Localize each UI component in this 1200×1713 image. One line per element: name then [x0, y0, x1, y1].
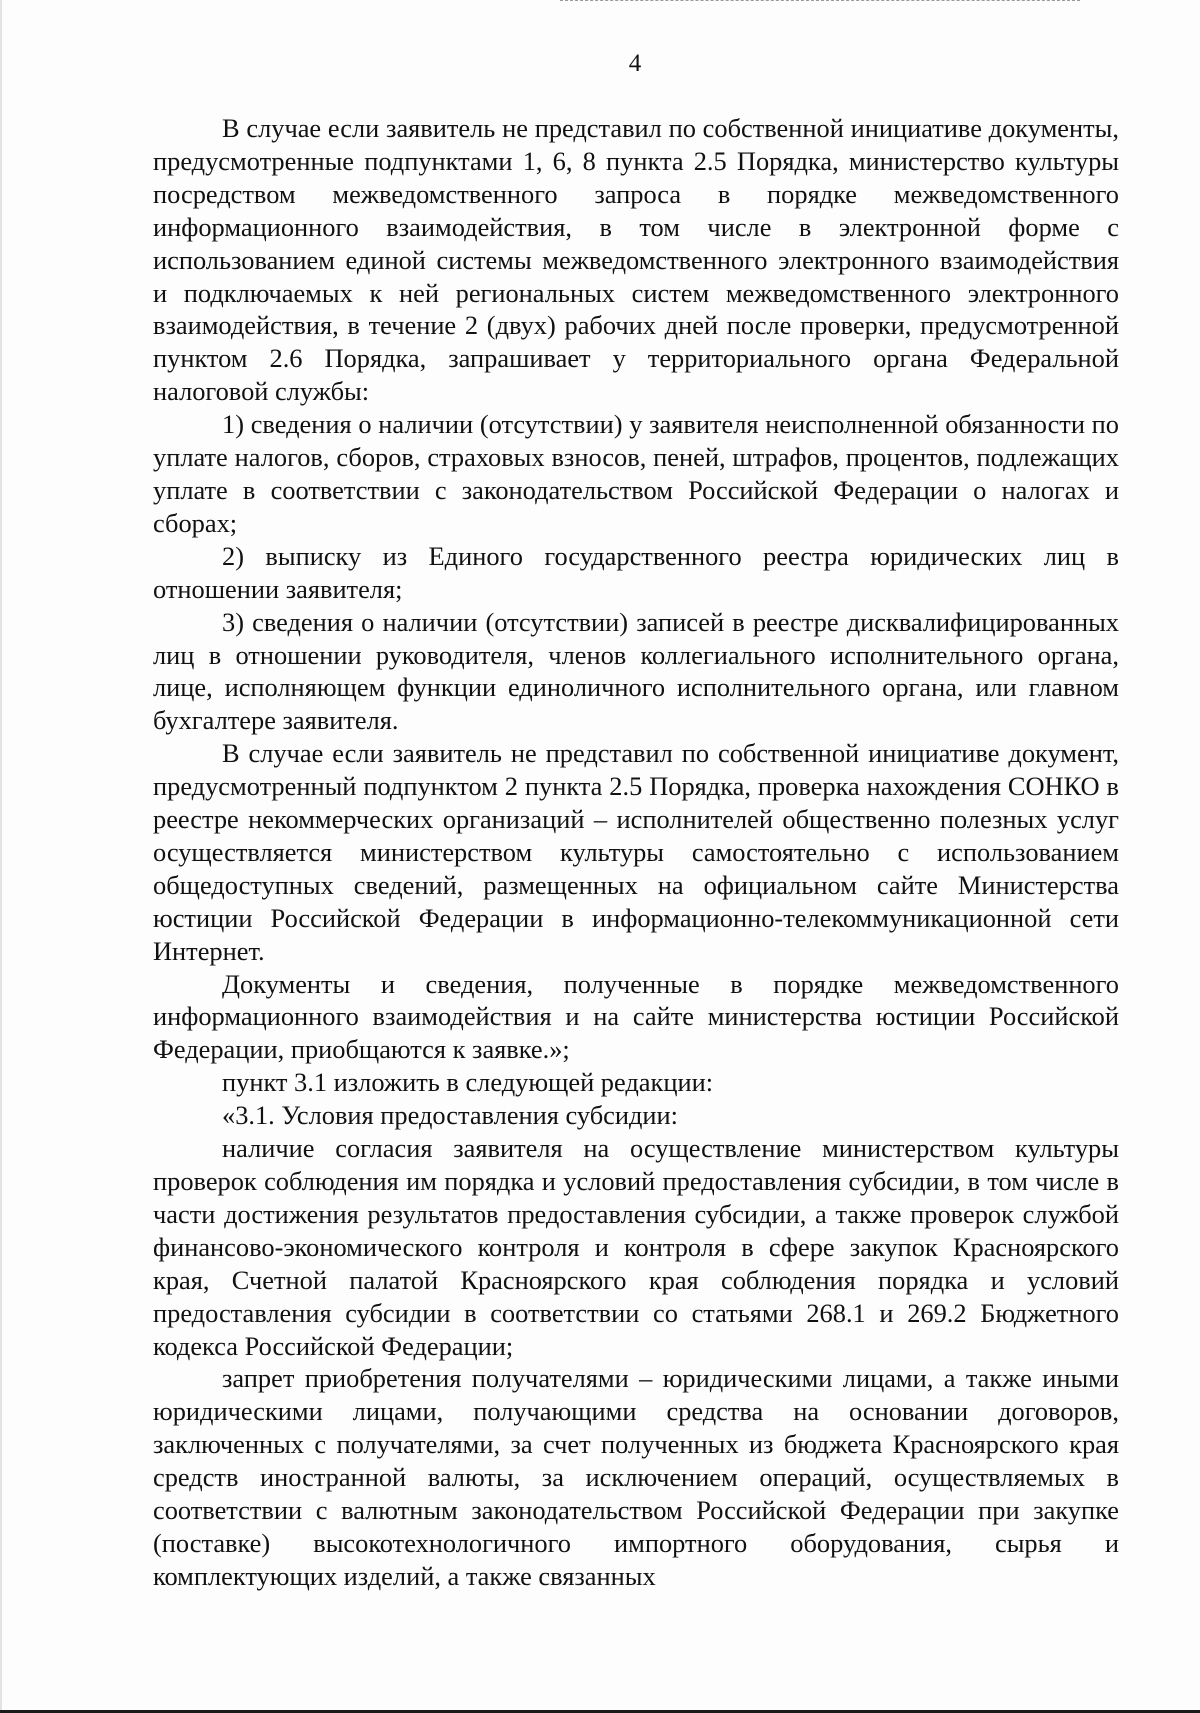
list-item-3-disqualified-registry: 3) сведения о наличии (отсутствии) записей в реестре дисквалифицированных лиц в отношении руководителя, членов коллегиального исполнительного органа, лице, исполняющем функции единоличного исполнительного органа, или главном бухгалтере заявителя.	[153, 606, 1119, 736]
paragraph-amend-3-1: пункт 3.1 изложить в следующей редакции:	[222, 1067, 714, 1098]
paragraph-consent-to-audits: наличие согласия заявителя на осуществление министерством культуры проверок соблюдения им порядка и условий предоставления субсидии, в том числе в части достижения результатов предоставления субсидии, а также проверок службой финансово-экономического контроля и контроля в сфере закупок Красноярского края, Счетной палатой Красноярского края соблюдения порядка и условий предоставления субсидии в соответствии со статьями 268.1 и 269.2 Бюджетного кодекса Российской Федерации;	[153, 1133, 1119, 1361]
paragraph-mvz-request: В случае если заявитель не представил по собственной инициативе документы, предусмотренные подпунктами 1, 6, 8 пункта 2.5 Порядка, министерство культуры посредством межведомственного запроса в порядке межведомственного информационного взаимодействия, в том числе в электронной форме с использованием единой системы межведомственного электронного взаимодействия и подключаемых к ней региональных систем межведомственного электронного взаимодействия, в течение 2 (двух) рабочих дней после проверки, предусмотренной пунктом 2.6 Порядка, запрашивает у территориального органа Федеральной налоговой службы:	[153, 113, 1119, 407]
list-item-2-egrul-extract: 2) выписку из Единого государственного реестра юридических лиц в отношении заявителя;	[153, 540, 1119, 604]
list-item-1-tax-debt: 1) сведения о наличии (отсутствии) у заявителя неисполненной обязанности по уплате налогов, сборов, страховых взносов, пеней, штрафов, процентов, подлежащих уплате в соответствии с законодательством Российской Федерации о налогах и сборах;	[153, 409, 1119, 538]
paragraph-3-1-heading: «3.1. Условия предоставления субсидии:	[222, 1100, 678, 1131]
document-body	[153, 112, 1119, 1593]
paragraph-sonko-registry-check: В случае если заявитель не представил по собственной инициативе документ, предусмотренный подпунктом 2 пункта 2.5 Порядка, проверка нахождения СОНКО в реестре некоммерческих организаций – исполнителей общественно полезных услуг осуществляется министерством культуры самостоятельно с использованием общедоступных сведений, размещенных на официальном сайте Министерства юстиции Российской Федерации в информационно-телекоммуникационной сети Интернет.	[153, 738, 1119, 966]
page-number: 4	[628, 50, 642, 77]
paragraph-foreign-currency-ban: запрет приобретения получателями – юридическими лицами, а также иными юридическими лицами, получающими средства на основании договоров, заключенных с получателями, за счет полученных из бюджета Красноярского края средств иностранной валюты, за исключением операций, осуществляемых в соответствии с валютным законодательством Российской Федерации при закупке (поставке) высокотехнологичного импортного оборудования, сырья и комплектующих изделий, а также связанных	[153, 1363, 1119, 1591]
scan-edge-left	[0, 0, 2, 1713]
scan-edge-top	[560, 0, 1080, 3]
paragraph-documents-attached: Документы и сведения, полученные в порядке межведомственного информационного взаимодействия и на сайте министерства юстиции Российской Федерации, приобщаются к заявке.»;	[153, 968, 1119, 1065]
